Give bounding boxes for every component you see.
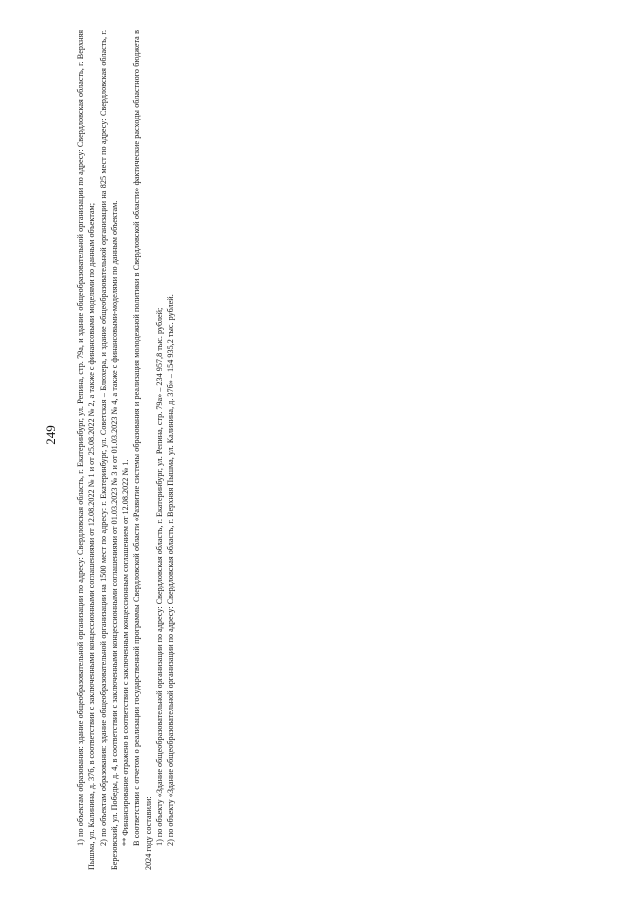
footnote-double-asterisk: ** Финансирование отражено в соответствии с заключенным концессионным соглашением от 12.08.2022 № 1. <box>121 459 131 846</box>
paragraph-1: 1) по объектам образования: здание общеобразовательной организации по адресу: Свердловская область, г. Екатеринбург, ул. Репина, стр. 79а, и здание общеобразовательной организации по адресу: Свердловская область, г. Верхняя Пышма, ул. Калинина, д. 37б, в соответствии с заключенными концессионными соглашениями от 12.08.2022 № 1 и от 25.08.2022 № 2, а также с финансовыми моделями по данным объектам; <box>76 30 97 870</box>
page-number: 249 <box>43 425 58 445</box>
paragraph-2: 2) по объектам образования: здание общеобразовательной организации на 1500 мест по адресу: г. Екатеринбург, ул. Советская – Блюхера, и здание общеобразовательной организации на 825 мест по адресу: Свердловская область, г. Березовский, ул. Победы, д. 4, в соответствии с заключенными концессионными соглашениями от 01.03.2023 № 3 и от 01.03.2023 № 4, а также с финансовыми-моделями по данным объектам. <box>98 30 119 870</box>
paragraph-item-1: 1) по объекту «Здание общеобразовательной организации по адресу: Свердловская область, г. Екатеринбург, ул. Репина, стр. 79а» – 234 957,8 тыс. рублей; <box>155 307 165 846</box>
rotated-text-block <box>75 30 215 870</box>
paragraph-item-2: 2) по объекту «Здание общеобразовательной организации по адресу: Свердловская область, г. Верхняя Пышма, ул. Калинина, д. 37б» – 154 935,2 тыс. рублей. <box>166 294 176 846</box>
paragraph-report-intro: В соответствии с отчетом о реализации государственной программы Свердловской области «Развитие системы образования и реализация молодежной политики в Свердловской области» фактические расходы областного бюджета в 2024 году составили: <box>132 30 153 870</box>
